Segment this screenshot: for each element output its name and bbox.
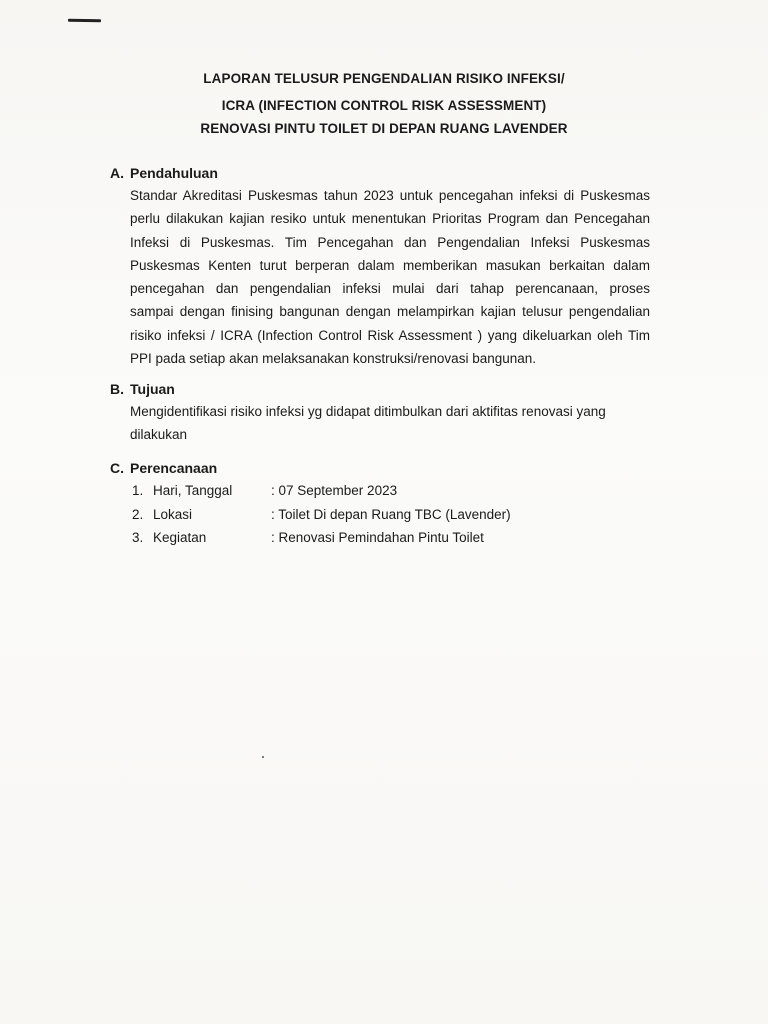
section-a-letter: A. — [110, 165, 124, 181]
document-title-line-3: RENOVASI PINTU TOILET DI DEPAN RUANG LAVENDER — [200, 121, 568, 136]
section-c-letter: C. — [110, 460, 124, 476]
paragraph-line: risiko infeksi / ICRA (Infection Control Risk Assessment ) yang dikeluarkan oleh Tim — [130, 327, 650, 343]
document-title-line-1: LAPORAN TELUSUR PENGENDALIAN RISIKO INFEKSI/ — [203, 71, 565, 86]
paragraph-line: sampai dengan finising bangunan dengan melampirkan kajian telusur pengendalian — [130, 304, 650, 320]
plan-item-value: : Renovasi Pemindahan Pintu Toilet — [271, 530, 484, 545]
plan-item-label: Lokasi — [153, 507, 193, 522]
scan-pen-mark — [68, 19, 101, 23]
scan-speck — [262, 756, 264, 758]
paragraph-line: pencegahan dan pengendalian infeksi mulai dari tahap perencanaan, proses — [130, 281, 650, 297]
section-a-paragraph — [130, 184, 650, 370]
section-a-heading — [110, 165, 218, 181]
plan-item-number: 2. — [132, 507, 144, 522]
paragraph-line: perlu dilakukan kajian resiko untuk menentukan Prioritas Program dan Pencegahan — [130, 211, 650, 227]
paragraph-line: Mengidentifikasi risiko infeksi yg didapat ditimbulkan dari aktifitas renovasi yang — [130, 404, 606, 419]
document-title-line-2: ICRA (INFECTION CONTROL RISK ASSESSMENT) — [221, 98, 547, 113]
plan-item-number: 1. — [132, 483, 144, 498]
plan-item-date — [132, 483, 582, 505]
section-c-title: Perencanaan — [130, 460, 218, 476]
plan-item-label: Kegiatan — [153, 530, 207, 545]
plan-item-value: : Toilet Di depan Ruang TBC (Lavender) — [271, 507, 511, 522]
section-b-letter: B. — [110, 381, 124, 397]
plan-item-activity — [132, 530, 582, 552]
paragraph-line: Infeksi di Puskesmas. Tim Pencegahan dan Pengendalian Infeksi Puskesmas — [130, 234, 650, 250]
paragraph-line: dilakukan — [130, 427, 188, 443]
section-c-heading — [110, 460, 217, 476]
section-b-paragraph — [130, 400, 650, 447]
paragraph-line: Puskesmas Kenten turut berperan dalam memberikan masukan berkaitan dalam — [130, 257, 650, 273]
section-a-title: Pendahuluan — [130, 165, 218, 181]
plan-item-number: 3. — [132, 530, 144, 545]
section-b-title: Tujuan — [130, 381, 175, 397]
paragraph-line: Standar Akreditasi Puskesmas tahun 2023 untuk pencegahan infeksi di Puskesmas — [130, 188, 650, 203]
paragraph-line: PPI pada setiap akan melaksanakan konstruksi/renovasi bangunan. — [130, 351, 537, 367]
plan-item-location — [132, 507, 582, 529]
plan-item-label: Hari, Tanggal — [153, 483, 233, 498]
plan-item-value: : 07 September 2023 — [271, 483, 398, 498]
section-b-heading — [110, 381, 175, 397]
